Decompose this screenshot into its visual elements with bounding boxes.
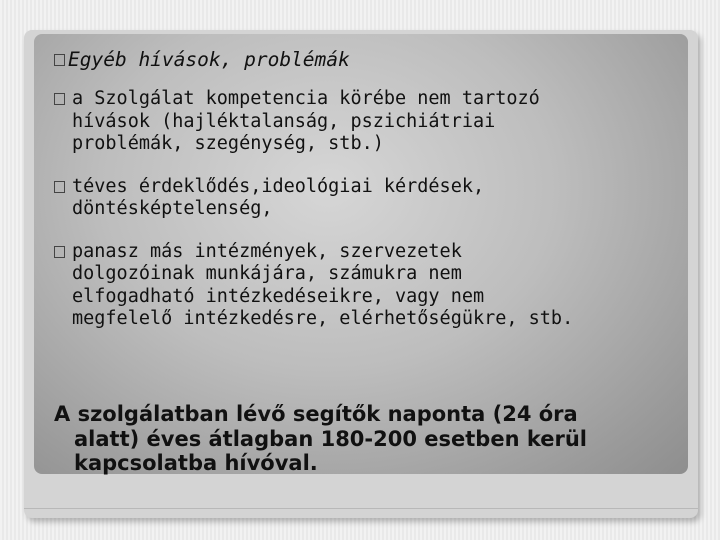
bullet-box-icon — [54, 54, 65, 66]
list-item-line: panasz más intézmények, szervezetek — [72, 240, 462, 262]
list-item-line: dolgozóinak munkájára, számukra nem — [72, 263, 462, 284]
summary-paragraph — [54, 402, 694, 476]
slide-content — [54, 48, 674, 351]
list-item-line: döntésképtelenség, — [72, 198, 273, 219]
list-item-line: téves érdeklődés,ideológiai kérdések, — [72, 175, 485, 197]
list-item-line: megfelelő intézkedésre, elérhetőségükre, stb. — [72, 308, 574, 329]
list-item-line: hívások (hajléktalanság, pszichiátriai — [72, 110, 496, 132]
summary-line: A szolgálatban lévő segítők naponta (24 óra — [54, 402, 578, 426]
list-item-line: problémák, szegénység, stb.) — [72, 133, 384, 154]
heading-text: Egyéb hívások, problémák — [68, 48, 350, 71]
divider — [24, 508, 698, 509]
list-item-line: elfogadható intézkedéseikre, vagy nem — [72, 285, 485, 307]
list-item — [54, 88, 674, 156]
summary-line: kapcsolatba hívóval. — [74, 451, 318, 475]
list-item — [54, 241, 674, 331]
summary-line: alatt) éves átlagban 180-200 esetben kerül — [74, 426, 587, 451]
list-item-line: a Szolgálat kompetencia körébe nem tartozó — [72, 88, 540, 109]
bullet-box-icon — [54, 246, 65, 258]
bullet-box-icon — [54, 93, 65, 105]
section-heading — [54, 48, 674, 72]
bullet-box-icon — [54, 181, 65, 193]
list-item — [54, 176, 674, 221]
